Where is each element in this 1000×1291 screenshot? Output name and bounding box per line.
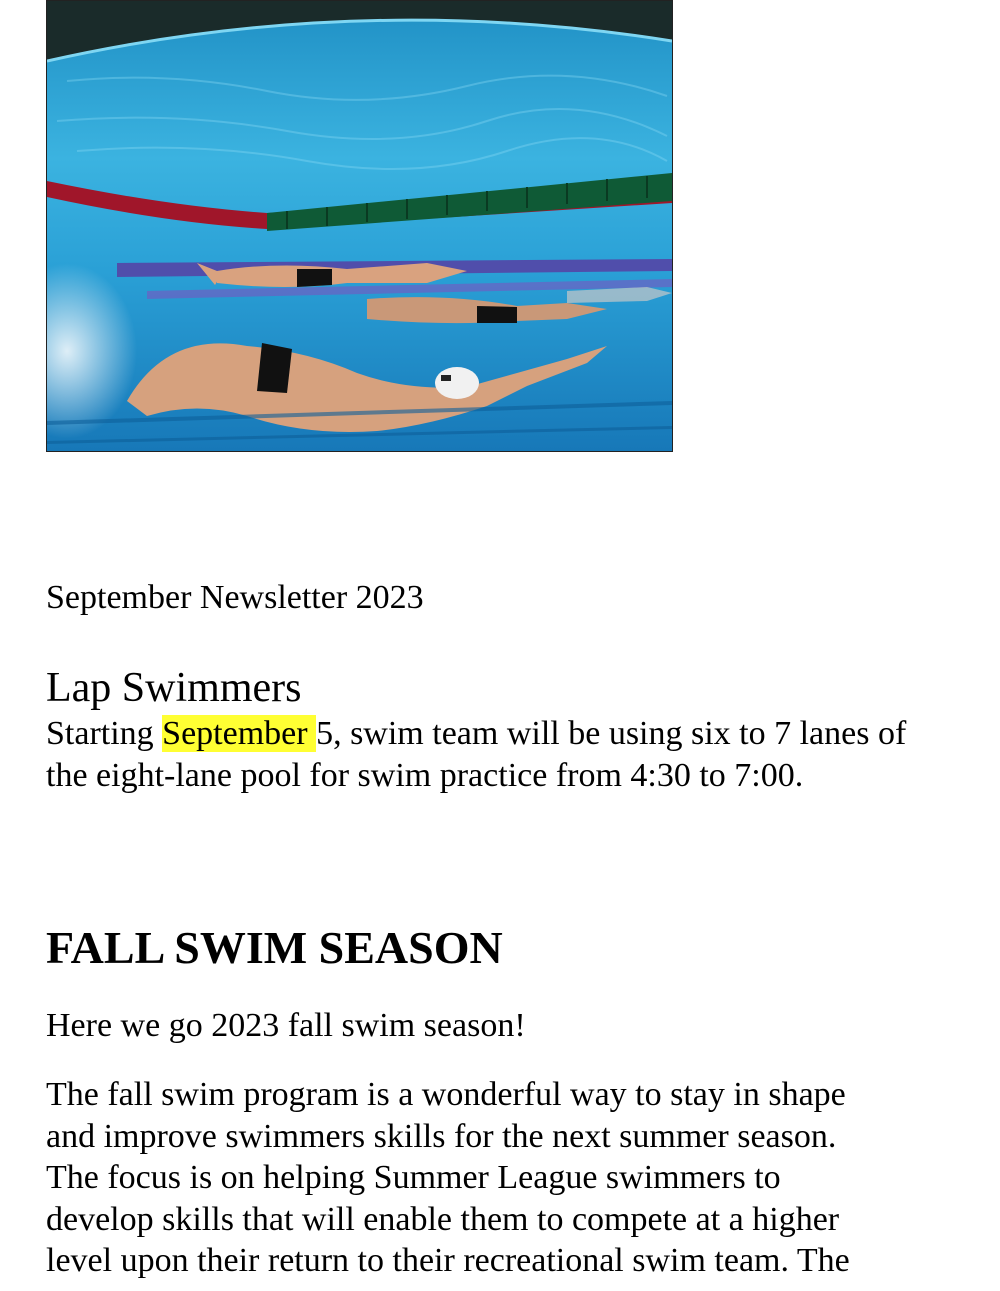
lap-body-prefix: Starting [46, 715, 163, 752]
fall-body-line: The fall swim program is a wonderful way to stay in shape [46, 1076, 846, 1113]
fall-swim-season-heading: FALL SWIM SEASON [46, 922, 503, 973]
fall-body-line: level upon their return to their recreational swim team. The [46, 1242, 850, 1279]
fall-body-line: and improve swimmers skills for the next summer season. [46, 1117, 837, 1155]
lap-swimmers-body [46, 713, 946, 797]
highlighted-word: September [162, 715, 317, 752]
fall-body-line: The focus is on helping Summer League swimmers to [46, 1159, 781, 1196]
fall-body-line: develop skills that will enable them to compete at a higher [46, 1200, 840, 1238]
lap-swimmers-heading: Lap Swimmers [46, 665, 302, 711]
fall-season-body [46, 1074, 956, 1282]
newsletter-date: September Newsletter 2023 [46, 579, 424, 616]
lap-body-suffix: 5, swim team will be using six to 7 lanes of the eight-lane pool for swim practice from 4:30 to 7:00. [46, 715, 907, 794]
fall-season-intro: Here we go 2023 fall swim season! [46, 1007, 526, 1044]
swimmers-photo [46, 0, 673, 452]
